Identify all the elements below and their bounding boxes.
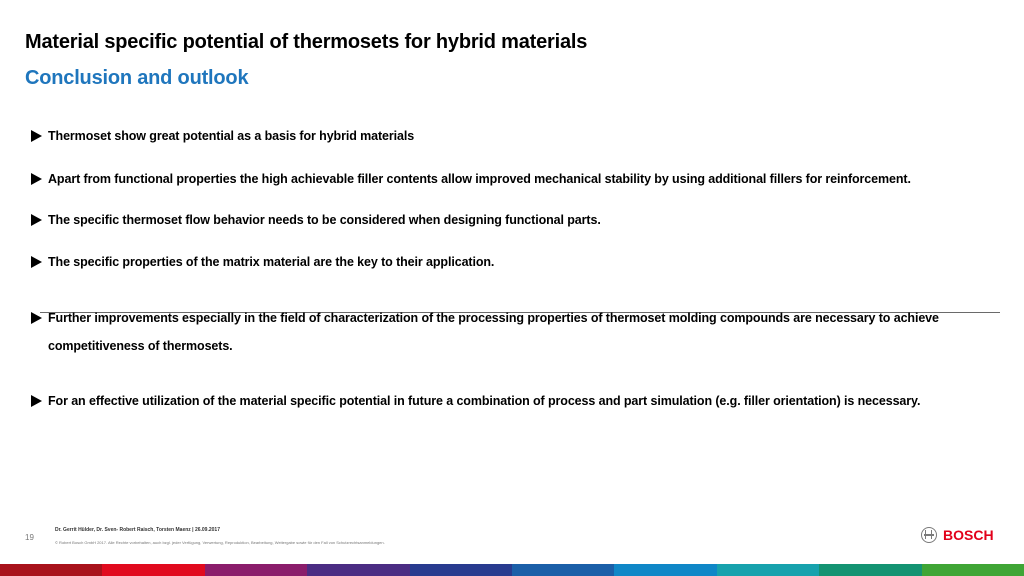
bullet-item	[31, 172, 976, 193]
slide-title: Material specific potential of thermosets for hybrid materials	[25, 31, 588, 53]
bullet-text: Apart from functional properties the high achievable filler contents allow improved mechanical stability by using additional fillers for reinforcement.	[48, 172, 911, 186]
page-number: 19	[25, 533, 34, 542]
triangle-bullet-icon	[31, 173, 42, 185]
bullet-text: Thermoset show great potential as a basis for hybrid materials	[48, 129, 415, 143]
color-band-segment	[205, 564, 307, 576]
footer-authors: Dr. Gerrit Hülder, Dr. Sven- Robert Raisch, Torsten Maenz | 26.09.2017	[55, 527, 220, 533]
color-band-segment	[307, 564, 409, 576]
bosch-armature-icon	[921, 527, 937, 543]
bullet-item	[31, 255, 976, 276]
bullet-text: Further improvements especially in the field of characterization of the processing properties of thermoset molding compounds are necessary to achieve competitiveness of thermosets.	[48, 311, 939, 353]
bullet-text: The specific thermoset flow behavior needs to be considered when designing functional parts.	[48, 213, 601, 227]
color-band-segment	[922, 564, 1024, 576]
brand-color-band	[0, 564, 1024, 576]
color-band-segment	[102, 564, 204, 576]
color-band-segment	[717, 564, 819, 576]
bullet-item	[31, 311, 976, 360]
triangle-bullet-icon	[31, 395, 42, 407]
color-band-segment	[512, 564, 614, 576]
bullet-item	[31, 394, 976, 415]
bosch-logo	[921, 527, 994, 543]
logo-wordmark: BOSCH	[943, 527, 994, 543]
triangle-bullet-icon	[31, 214, 42, 226]
slide-subtitle: Conclusion and outlook	[25, 67, 249, 89]
bullet-text: For an effective utilization of the material specific potential in future a combination of process and part simulation (e.g. filler orientation) is necessary.	[48, 394, 921, 408]
bullet-item	[31, 129, 976, 150]
color-band-segment	[819, 564, 921, 576]
color-band-segment	[614, 564, 716, 576]
color-band-segment	[410, 564, 512, 576]
footer-legal: © Robert Bosch GmbH 2017. Alle Rechte vorbehalten, auch bzgl. jeder Verfügung, Verwertung, Reproduktion, Bearbeitung, Weitergabe sowie für den Fall von Schutzrechtsanmeldungen.	[55, 540, 385, 545]
color-band-segment	[0, 564, 102, 576]
triangle-bullet-icon	[31, 312, 42, 324]
bullet-text: The specific properties of the matrix material are the key to their application.	[48, 255, 495, 269]
bullet-item	[31, 213, 976, 234]
triangle-bullet-icon	[31, 130, 42, 142]
triangle-bullet-icon	[31, 256, 42, 268]
